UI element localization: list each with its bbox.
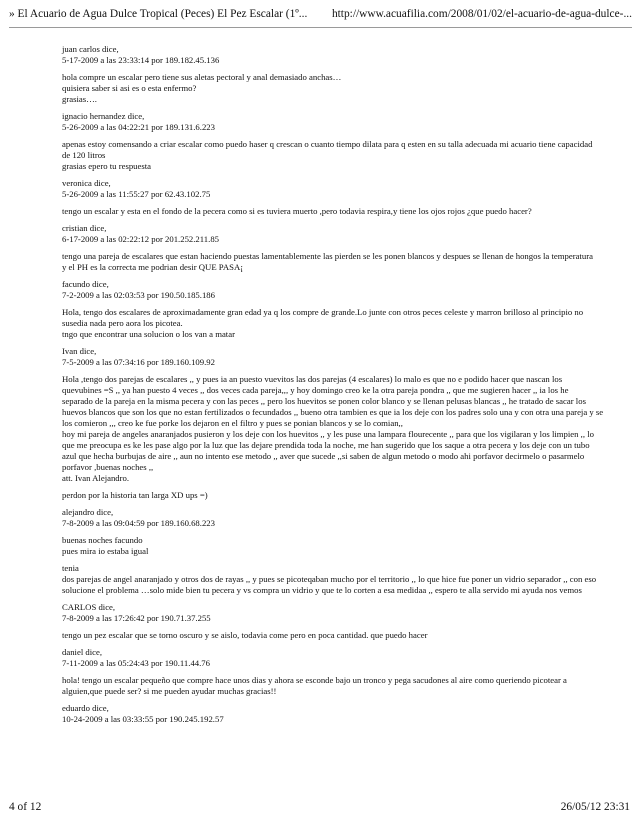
comment-line: susedia nada pero aora los picotea. [62,318,183,328]
comment-meta [62,602,588,624]
comment-line: tngo que encontrar una solucion o los van a matar [62,329,235,339]
comment-meta [62,507,588,529]
comment [62,279,588,340]
comment-line: tenia [62,563,79,573]
comment-line: huevos blancos que son los que no estan fertilizados o fecundados ,, bueno otra tambien es que ia los deje con los padres solo una y con otra una pareja y se [62,407,604,417]
page-url[interactable]: http://www.acuafilia.com/2008/01/02/el-acuario-de-agua-dulce-... [331,8,632,20]
comment-date: 6-17-2009 a las 02:22:12 por 201.252.211.85 [62,234,220,244]
comment-date: 7-5-2009 a las 07:34:16 por 189.160.109.92 [62,357,215,367]
comment-author: cristian dice, [62,223,107,233]
comment-line: separado de la pareja en la misma pecera y con las peces ,, pero los huevitos se ponen color blanco y se llenan pelusas blancas ,, he tratado de sacar los [62,396,586,406]
comment-line: quisiera saber si asi es o esta enfermo? [62,83,197,93]
comment-meta [62,647,588,669]
comment [62,602,588,641]
comment-author: facundo dice, [62,279,109,289]
comment-meta [62,703,588,725]
comment-body [62,251,593,273]
comment-line: quevubines =S ,, ya han puesto 4 veces ,, dos veces cada pareja,,, y hoy domingo creo ke la otra pareja pondra ,, que me sugieren hacer ,, ia los he [62,385,569,395]
comment-body [62,139,593,172]
comment-body [62,630,588,641]
comment-body [62,535,588,557]
comment-body [62,72,588,105]
comment-line: solucione el problema …solo mide bien tu pecera y vs compra un vidrio y que te lo corten a esa medidaa ,, espero te alla servido mi ayuda nos vemos [62,585,582,595]
comment-date: 10-24-2009 a las 03:33:55 por 190.245.192.57 [62,714,224,724]
comment-meta [62,111,588,133]
comment-line: grasias…. [62,94,97,104]
comment-line: porfavor ,buenas noches ,, [62,462,154,472]
comment-line: grasias epero tu respuesta [62,161,152,171]
comment-body [62,675,588,697]
comment-body [62,490,588,501]
comment-line: apenas estoy comensando a criar escalar como puedo haser q crescan o cuanto tiempo dilata para q esten en su talla adecuada mi acuario tiene capacidad [62,139,593,149]
comment-line: y el PH es la correcta me podrian desir QUE PASA¡ [62,262,244,272]
comment-author: daniel dice, [62,647,103,657]
comment-author: alejandro dice, [62,507,114,517]
comment-date: 7-2-2009 a las 02:03:53 por 190.50.185.186 [62,290,215,300]
comment-body [62,206,588,217]
comment-meta [62,178,588,200]
comment-line: azul que hecha burbujas de aire ,, aun no intento ese metodo ,, aver que sucede ,,si saben de algun metodo o modo ahi porfavor decirmelo o pasarmelo [62,451,585,461]
comment [62,703,588,725]
comment-date: 5-17-2009 a las 23:33:14 por 189.182.45.136 [62,55,220,65]
comment-date: 7-8-2009 a las 17:26:42 por 190.71.37.255 [62,613,211,623]
comment-author: veronica dice, [62,178,111,188]
comment [62,346,604,484]
comment-date: 5-26-2009 a las 11:55:27 por 62.43.102.75 [62,189,211,199]
comment [62,507,588,557]
comment-line: pues mira io estaba igual [62,546,149,556]
comment-author: juan carlos dice, [62,44,119,54]
comment-meta [62,44,588,66]
comment-line: hola! tengo un escalar pequeño que compre hace unos dias y ahora se esconde bajo un tronco y pega sacudones al aire como queriendo picotear a [62,675,567,685]
comment-line: de 120 litros [62,150,106,160]
comment-meta [62,279,588,301]
comment-line: buenas noches facundo [62,535,143,545]
comment-meta [62,223,588,245]
comment-line: los comieron ,,, creo ke fue porke los dejaron en el filtro y pues se ponian blancos y se lo comian,, [62,418,403,428]
comment [62,223,593,273]
print-timestamp: 26/05/12 23:31 [560,801,630,813]
comment-author: eduardo dice, [62,703,109,713]
comment [62,111,593,172]
comments-list [62,44,604,731]
comment-meta [62,346,588,368]
comment-line: Hola ,tengo dos parejas de escalares ,, y pues ia an puesto vuevitos las dos parejas (4 escalares) lo malo es que no e podido hacer que nascan los [62,374,563,384]
print-header [9,5,632,28]
comment-author: ignacio hernandez dice, [62,111,145,121]
comment-date: 7-8-2009 a las 09:04:59 por 189.160.68.223 [62,518,215,528]
comment [62,178,588,217]
comment-line: tengo un escalar y esta en el fondo de la pecera como si es tuviera muerto ,pero todavia respira,y tiene los ojos rojos ¿que puedo hacer? [62,206,532,216]
comment [62,490,588,501]
comment [62,563,597,596]
comment-line: que me preocupa es ke les pase algo por la luz que las dejare prendida toda la noche, me han sugerido que los saque a otra pecera y los deje con un tubo [62,440,590,450]
comment-line: dos parejas de angel anaranjado y otros dos de rayas ,, y pues se picoteqaban mucho por el territorio ,, lo que hice fue poner un vidrio separador ,, con eso [62,574,597,584]
comment-line: hoy mi pareja de angeles anaranjados pusieron y los deje con los huevitos ,, y les puse una lampara flourecente ,, para que los vigilaran y los limpien ,, lo [62,429,594,439]
comment-line: alguien,que puede ser? si me pueden ayudar muchas gracias!! [62,686,277,696]
comment-body [62,563,597,596]
comment-line: hola compre un escalar pero tiene sus aletas pectoral y anal demasiado anchas… [62,72,342,82]
comment-body [62,307,588,340]
page-number: 4 of 12 [9,801,42,813]
comment-line: tengo un pez escalar que se torno oscuro y se aislo, todavia come pero en poca cantidad. que puedo hacer [62,630,428,640]
comment-author: Ivan dice, [62,346,97,356]
page-title: » El Acuario de Agua Dulce Tropical (Peces) El Pez Escalar (1º... [9,8,308,20]
comment-line: tengo una pareja de escalares que estan haciendo puestas lamentablemente las pierden se les ponen blancos y despues se llenan de hongos la temperatura [62,251,593,261]
comment [62,647,588,697]
comment-date: 5-26-2009 a las 04:22:21 por 189.131.6.223 [62,122,215,132]
comment-line: Hola, tengo dos escalares de aproximadamente gran edad ya q los compre de grande.Lo junte con otros peces celeste y marron brilloso al principio no [62,307,584,317]
comment-body [62,374,604,484]
comment-author: CARLOS dice, [62,602,116,612]
comment-line: perdon por la historia tan larga XD ups =) [62,490,208,500]
comment-date: 7-11-2009 a las 05:24:43 por 190.11.44.76 [62,658,210,668]
comment [62,44,588,105]
comment-line: att. Ivan Alejandro. [62,473,130,483]
